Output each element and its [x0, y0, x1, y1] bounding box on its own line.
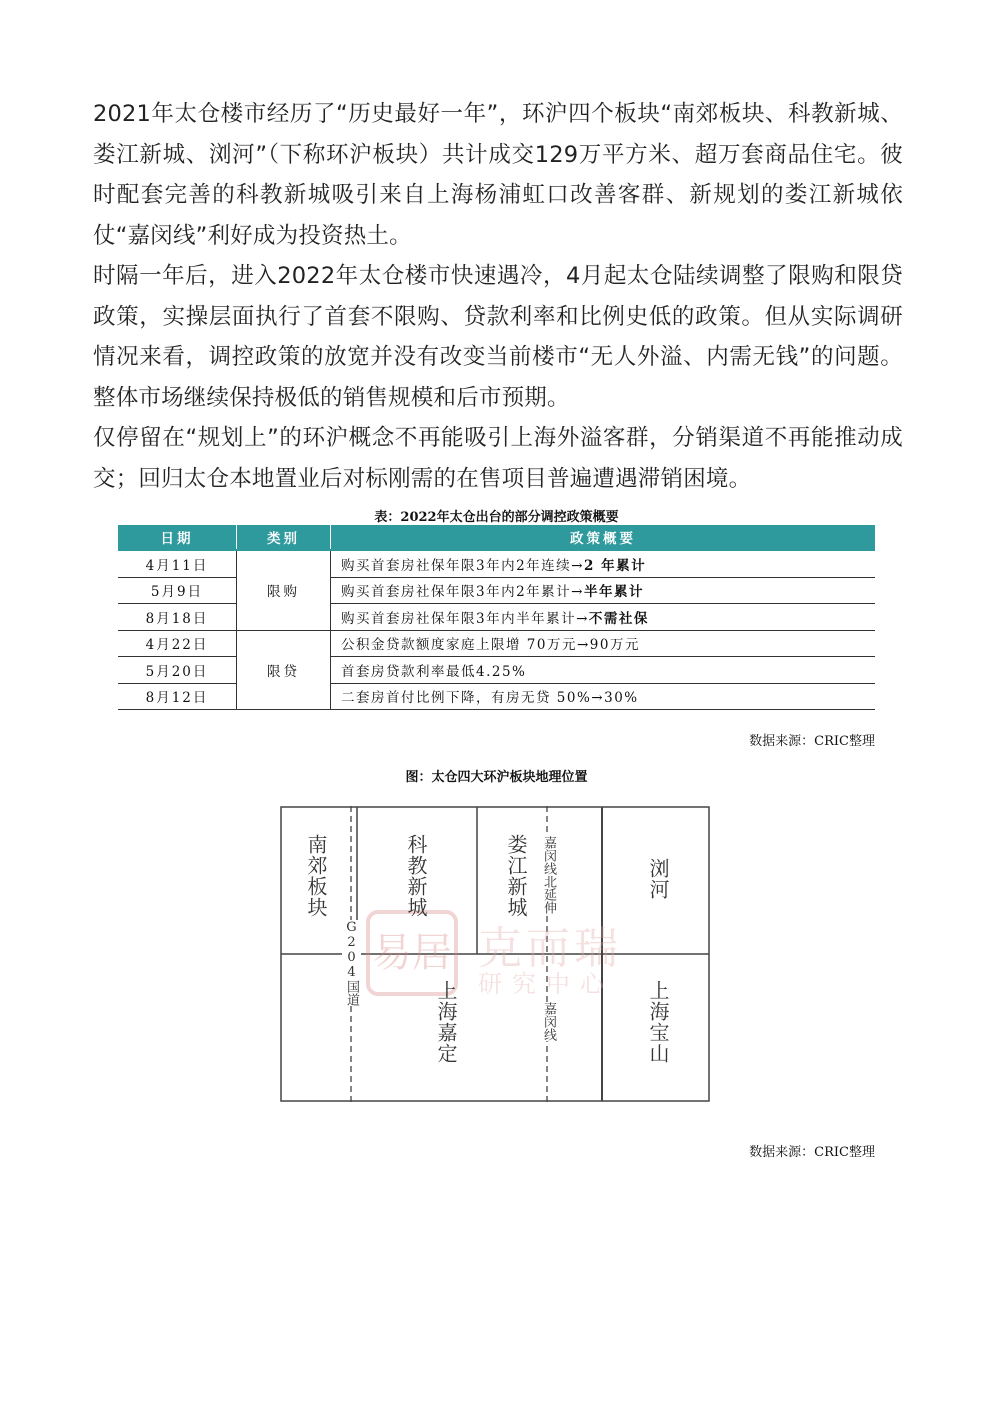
- row-summary: [331, 604, 876, 631]
- table-row: [118, 683, 875, 710]
- district-baoshan: 上海宝山: [646, 980, 670, 1064]
- row-summary: [331, 657, 876, 684]
- map-caption: 图：太仓四大环沪板块地理位置: [405, 770, 588, 785]
- table-row: [118, 577, 875, 604]
- watermark-subtitle: 研究中心: [478, 970, 614, 998]
- row-date: 4月22日: [118, 630, 237, 657]
- paragraph-1: 2021年太仓楼市经历了“历史最好一年”，环沪四个板块“南郊板块、科教新城、娄江新城、浏河”（下称环沪板块）共计成交129万平方米、超万套商品住宅。彼时配套完善的科教新城吸引来自上海杨浦虹口改善客群、新规划的娄江新城依仗“嘉闵线”利好成为投资热土。: [93, 101, 903, 249]
- paragraph-3: 仅停留在“规划上”的环沪概念不再能吸引上海外溢客群，分销渠道不再能推动成交；回归太仓本地置业后对标刚需的在售项目普遍遭遇滞销困境。: [93, 425, 903, 492]
- row-date: 5月9日: [118, 577, 237, 604]
- row-date: 8月12日: [118, 683, 237, 710]
- table-row: [118, 657, 875, 684]
- table-source: 数据来源：CRIC整理: [749, 734, 875, 749]
- row-date: 8月18日: [118, 604, 237, 631]
- label-g204: G204国道: [344, 920, 359, 1006]
- header-category: 类别: [237, 525, 331, 550]
- summary-highlight: 不需社保: [588, 610, 649, 627]
- district-nanjiao: 南郊板块: [304, 834, 328, 918]
- summary-text: 购买首套房社保年限3年内2年累计→: [341, 584, 584, 601]
- district-jiading: 上海嘉定: [434, 980, 458, 1064]
- district-loujiang: 娄江新城: [504, 834, 528, 918]
- label-jiamin-north: 嘉闵线北延伸: [541, 836, 556, 914]
- summary-text: 首套房贷款利率最低4.25%: [341, 663, 527, 680]
- watermark-seal: 易居: [366, 910, 458, 996]
- category-purchase-limit: 限购: [237, 550, 331, 630]
- header-date: 日期: [118, 525, 237, 550]
- table-row: [118, 550, 875, 577]
- header-summary: 政策概要: [331, 525, 876, 550]
- row-date: 4月11日: [118, 550, 237, 577]
- summary-highlight: 2 年累计: [584, 557, 647, 574]
- table-row: [118, 604, 875, 631]
- row-summary: [331, 683, 876, 710]
- label-jiamin: 嘉闵线: [541, 1002, 556, 1041]
- summary-text: 二套房首付比例下降，有房无贷 50%→30%: [341, 690, 639, 707]
- summary-text: 公积金贷款额度家庭上限增 70万元→90万元: [341, 637, 640, 654]
- category-loan-limit: 限贷: [237, 630, 331, 710]
- row-summary: [331, 577, 876, 604]
- table-caption: 表：2022年太仓出台的部分调控政策概要: [374, 510, 619, 525]
- table-row: [118, 630, 875, 657]
- row-summary: [331, 550, 876, 577]
- row-summary: [331, 630, 876, 657]
- table-header-row: [118, 525, 875, 550]
- summary-text: 购买首套房社保年限3年内半年累计→: [341, 610, 589, 627]
- row-date: 5月20日: [118, 657, 237, 684]
- summary-text: 购买首套房社保年限3年内2年连续→: [341, 557, 584, 574]
- summary-highlight: 半年累计: [584, 584, 644, 601]
- policy-table: [118, 525, 875, 710]
- map-source: 数据来源：CRIC整理: [749, 1145, 875, 1160]
- location-map: [280, 806, 710, 1102]
- district-liuhe: 浏河: [646, 858, 670, 900]
- district-kejiao: 科教新城: [404, 834, 428, 918]
- watermark-logo: [366, 910, 634, 996]
- paragraph-2: 时隔一年后，进入2022年太仓楼市快速遇冷，4月起太仓陆续调整了限购和限贷政策，实操层面执行了首套不限购、贷款利率和比例史低的政策。但从实际调研情况来看，调控政策的放宽并没有改变当前楼市“无人外溢、内需无钱”的问题。整体市场继续保持极低的销售规模和后市预期。: [93, 263, 903, 411]
- watermark-title: 克而瑞: [478, 923, 622, 974]
